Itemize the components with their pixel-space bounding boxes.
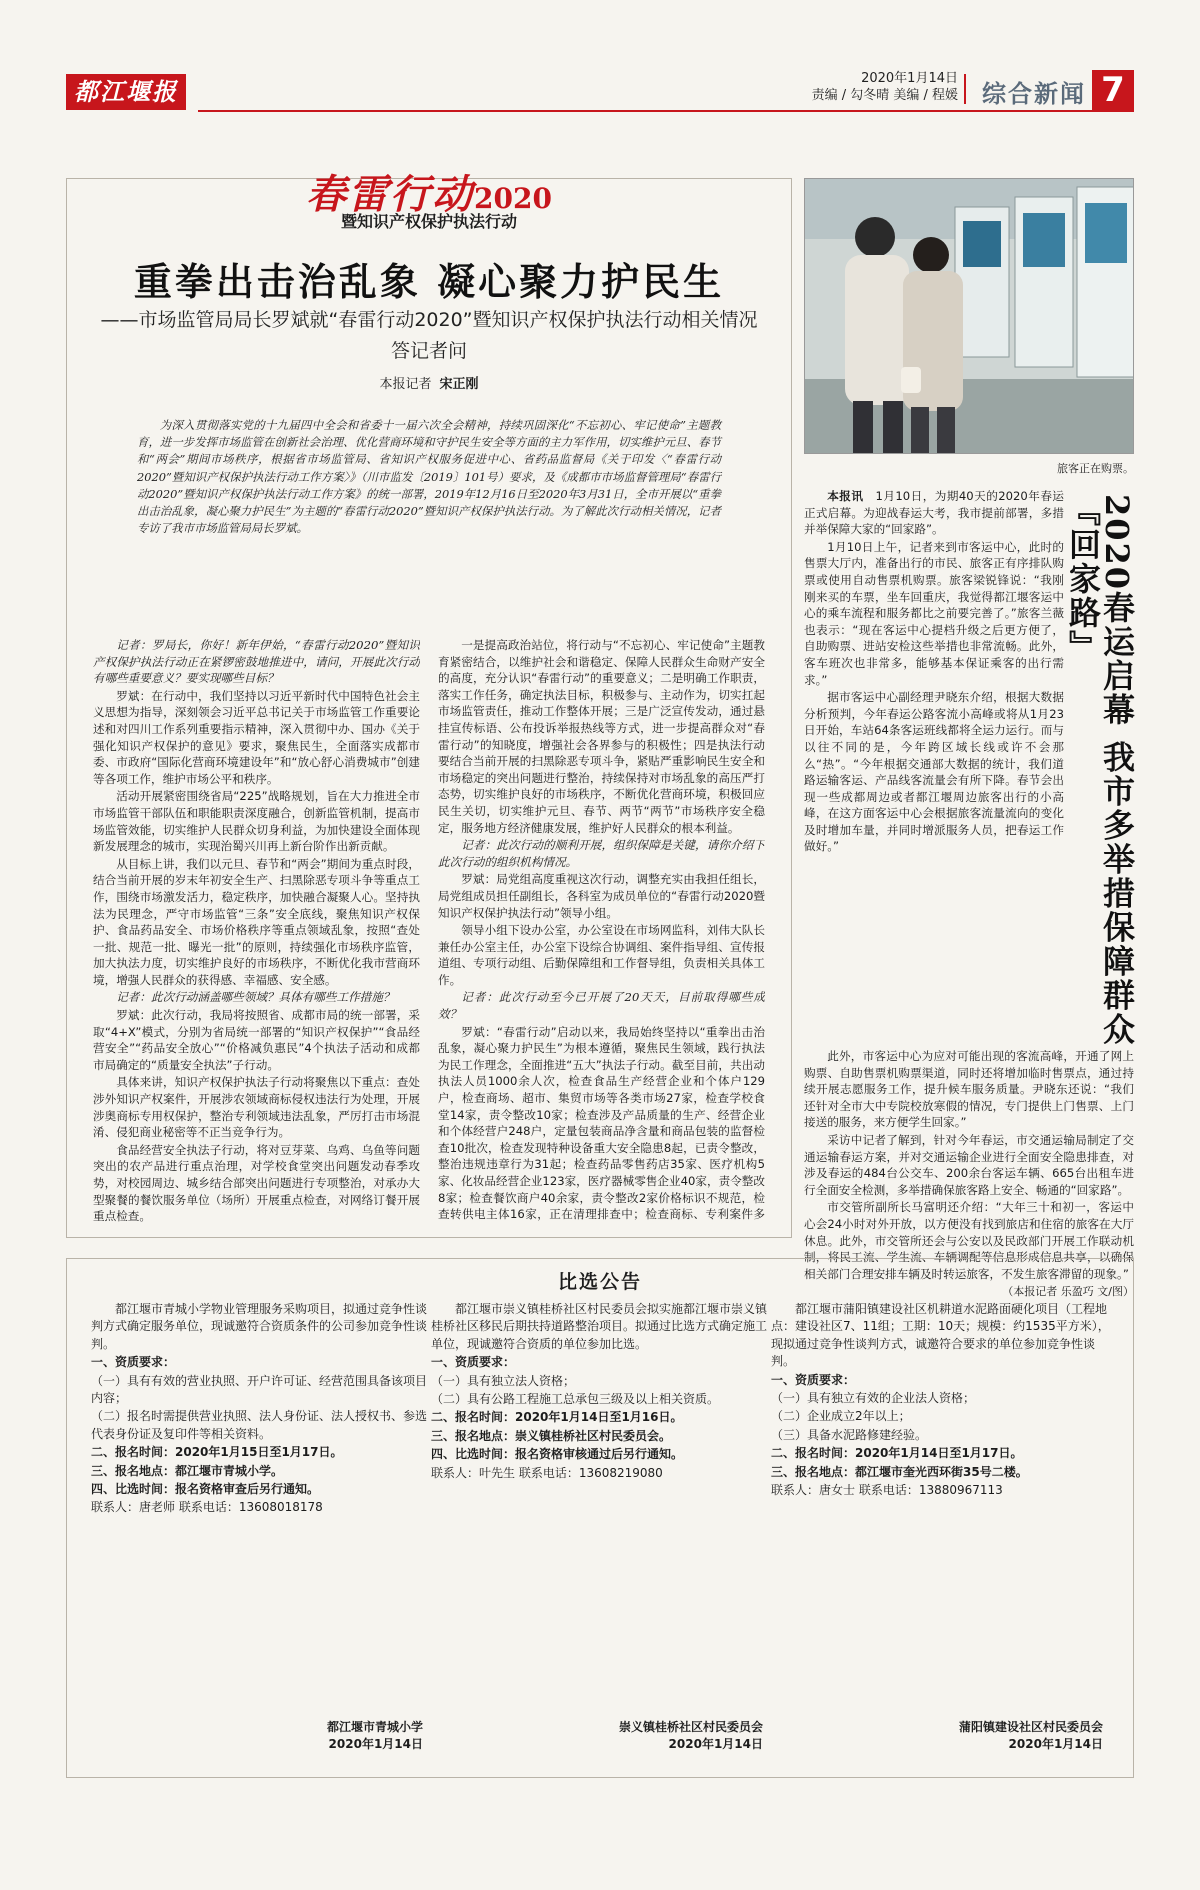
notice-line: 三、报名地点：都江堰市奎光西环街35号二楼。: [771, 1464, 1028, 1479]
story-paragraph-text: 1月10日，为期40天的2020年春运正式启幕。为迎战春运大考，我市提前部署，多措并举保障大家的“回家路”。: [804, 489, 1064, 537]
notice-signer: 崇义镇桂桥社区村民委员会: [618, 1720, 763, 1734]
story-paragraph: [804, 488, 1064, 538]
answer-paragraph: 具体来讲，知识产权保护执法子行动将聚焦以下重点：查处涉外知识产权案件，开展涉农领域商标侵权违法行为处理，开展涉奥商标专用权保护，整治专利领域违法乱象，严厉打击市场混淆、侵犯商业秘密等不正当竞争行为。: [93, 1075, 420, 1140]
campaign-name: 春雷行动: [306, 171, 475, 218]
notice-line: （一）具有独立法人资格；: [431, 1373, 576, 1388]
answer-paragraph: 罗斌：“春雷行动”启动以来，我局始终坚持以“重拳出击治乱象，凝心聚力护民生”为根本遵循，聚焦民生领域，践行执法为民工作理念，全面推进“五大”执法子行动。截至目前，共出动执法人员1000余人次，检查食品生产经营企业和个体户129户，检查商场、超市、集贸市场等各类市场27家，检查学校食堂14家，责令整改10家；检查涉及产品质量的生产、经营企业和个体经营户248户，定量包装商品净含量和商品包装的监督检查10批次，检查发现特种设备重大安全隐患8起，已责令整改，整治违规违章行为31起；检查药品零售药店35家、医疗机构5家、化妆品经营企业123家，医疗器械零售企业40家，责令整改8家；检查餐饮商户40余家，责令整改2家价格标识不规范，检查转供电主体16家，正在清理排查中；检查商标、专利案件多: [438, 1024, 765, 1222]
notice-line: （二）报名时需提供营业执照、法人身份证、法人授权书、参选代表身份证及复印件等相关资料。: [91, 1409, 428, 1441]
notice-line: 二、报名时间：2020年1月15日至1月17日。: [91, 1445, 343, 1460]
story-body: [804, 488, 1064, 856]
story-paragraph: [804, 689, 1064, 855]
notice-intro: 都江堰市蒲阳镇建设社区机耕道水泥路面硬化项目（工程地点：建设社区7、11组；工期：10天；规模：约1535平方米），现拟通过竞争性谈判方式，诚邀符合要求的单位参加竞争性谈判。: [771, 1302, 1110, 1369]
notice-line: 一、资质要求：: [431, 1355, 516, 1370]
story-paragraph-text: 据市客运中心副经理尹晓东介绍，根据大数据分析预判，今年春运公路客流小高峰或将从1月23日开始，车站64条客运班线都将全运力运行。而与以往不同的是，今年跨区域长线或许不会那么“热”。“今年根据交通部大数据的统计，我们道路运输客运、产品线客流量会有所下降。春节会出现一些成都周边或者都江堰周边旅客出行的小高峰，在这方面客运中心会根据旅客流量流向的变化及时增加车量，并同时增派服务人员，把春运工作做好。”: [804, 690, 1064, 854]
notice-line: 联系人：叶先生 联系电话：13608219080: [431, 1465, 663, 1480]
notice-intro: 都江堰市青城小学物业管理服务采购项目，拟通过竞争性谈判方式确定服务单位，现诚邀符合资质条件的公司参加竞争性谈判。: [91, 1302, 428, 1351]
notice-line: 三、报名地点：都江堰市青城小学。: [91, 1463, 284, 1478]
answer-paragraph: 罗斌：在行动中，我们坚持以习近平新时代中国特色社会主义思想为指导，深刻领会习近平总书记关于市场监管工作重要论述和对四川工作系列重要指示精神，深入贯彻中办、国办《关于强化知识产权保护的意见》要求，聚焦民生，全面落实成都市委、市政府“国际化营商环境建设年”和“放心舒心消费城市”创建等各项工作，维护市场公平和秩序。: [93, 688, 420, 786]
notice-line: 联系人：唐女士 联系电话：13880967113: [771, 1483, 1003, 1498]
notice-guiqiao-community: [431, 1301, 771, 1751]
answer-paragraph: 罗斌：局党组高度重视这次行动，调整充实由我担任组长，局党组成员担任副组长，各科室为成员单位的“春雷行动2020暨知识产权保护执法行动”领导小组。: [438, 872, 765, 920]
section-name: 综合新闻: [982, 80, 1086, 108]
newspaper-logo: 都江堰报: [66, 74, 186, 110]
article-columns: [93, 637, 765, 1223]
editors-line: 责编 / 勾冬晴 美编 / 程媛: [811, 88, 958, 103]
notice-line: 二、报名时间：2020年1月14日至1月16日。: [431, 1410, 683, 1425]
answer-paragraph: 活动开展紧密围绕省局“225”战略规划，旨在大力推进全市市场监管干部队伍和职能职责深度融合，创新监管机制，提高市场监管效能，切实维护人民群众切身利益，为加快建设全面体现新发展理念的城市，实现治蜀兴川再上新台阶作出新贡献。: [93, 789, 420, 854]
notice-intro: 都江堰市崇义镇桂桥社区村民委员会拟实施都江堰市崇义镇桂桥社区移民后期扶持道路整治项目。拟通过比选方式确定施工单位，现诚邀符合资质的单位参加比选。: [431, 1302, 768, 1351]
notice-line: 四、比选时间：报名资格审查后另行通知。: [91, 1482, 320, 1497]
masthead: [66, 70, 1134, 118]
question-paragraph: 记者：此次行动的顺利开展，组织保障是关键，请你介绍下此次行动的组织机构情况。: [438, 838, 765, 869]
notice-line: （一）具有有效的营业执照、开户许可证、经营范围具备该项目内容；: [91, 1373, 428, 1406]
byline: [67, 373, 791, 392]
notice-date: 2020年1月14日: [1008, 1737, 1103, 1751]
article-column-1: [93, 637, 420, 1223]
question-paragraph: 记者：此次行动至今已开展了20天天，目前取得哪些成效？: [438, 990, 765, 1022]
notice-line: （一）具有独立有效的企业法人资格；: [771, 1391, 976, 1406]
notice-signature: [959, 1719, 1103, 1753]
ticket-hall-photo-illustration: [805, 179, 1134, 454]
byline-label: 本报记者: [379, 377, 432, 392]
article-column-2: [438, 637, 765, 1223]
byline-name: 宋正刚: [439, 377, 479, 392]
notice-line: （二）企业成立2年以上；: [771, 1409, 911, 1424]
notice-line: （二）具有公路工程施工总承包三级及以上相关资质。: [431, 1392, 720, 1407]
tender-notices: [66, 1258, 1134, 1778]
notice-line: 二、报名时间：2020年1月14日至1月17日。: [771, 1446, 1023, 1461]
notice-line: （三）具备水泥路修建经验。: [771, 1427, 928, 1442]
story-paragraph: 采访中记者了解到，针对今年春运，市交通运输局制定了交通运输春运方案，并对交通运输企业进行全面安全隐患排查，对涉及春运的484台公交车、200余台客运车辆、665台出租车进行全面安全检测，多举措确保旅客路上安全、畅通的“回家路”。: [804, 1132, 1134, 1197]
notice-line: 一、资质要求：: [771, 1372, 856, 1387]
feature-article: [66, 171, 792, 1238]
notice-date: 2020年1月14日: [328, 1737, 423, 1751]
answer-paragraph: 食品经营安全执法子行动，将对豆芽菜、乌鸡、乌鱼等问题突出的农产品进行重点治理，对学校食堂突出问题发动春季攻势，对校园周边、城乡结合部突出问题进行专项整治，对承办大型聚餐的餐饮服务单位（场所）开展重点检查，对网络订餐开展重点检查。: [93, 1142, 420, 1223]
notices-title: 比选公告: [557, 1271, 642, 1293]
issue-meta: [812, 70, 958, 104]
notice-signature: [619, 1719, 763, 1753]
answer-paragraph: 从目标上讲，我们以元旦、春节和“两会”期间为重点时段，结合当前开展的岁末年初安全生产、扫黑除恶专项斗争等重点工作，围绕市场激发活力，稳定秩序，加快融合凝聚人心。坚持执法为民理念，严守市场监管“三条”安全底线，聚焦知识产权保护、食品药品安全、市场价格秩序等重点领域乱象，按照“查处一批、规范一批、曝光一批”的原则，持续强化市场秩序监管，加大执法力度，切实维护良好的市场秩序，不断优化我市营商环境，增强人民群众的获得感、幸福感、安全感。: [93, 856, 420, 987]
answer-paragraph: 罗斌：此次行动，我局将按照省、成都市局的统一部署，采取“4+X”模式，分别为省局统一部署的“知识产权保护”“食品经营安全”“药品安全放心”“价格减负惠民”4个执法子活动和成都市局确定的“质量安全执法”子行动。: [93, 1008, 420, 1072]
page-number: 7: [1092, 70, 1134, 110]
answer-paragraph: 一是提高政治站位，将行动与“不忘初心、牢记使命”主题教育紧密结合，以维护社会和谐稳定、保障人民群众生命财产安全的高度，充分认识“春雷行动”的重要意义；二是明确工作职责，落实工作任务，确定执法目标，积极参与、主动作为，切实扛起市场监管责任，推动工作整体开展；三是广泛宣传发动，通过悬挂宣传标语、公布投诉举报热线等方式，进一步提高群众对“春雷行动”的知晓度，增强社会各界参与的积极性；四是执法行动要结合当前开展的扫黑除恶专项斗争，紧贴严重影响民生安全和市场稳定的突出问题进行整治，持续保持对市场乱象的高压严打态势，切实维护良好的市场秩序，不断优化营商环境，积极回应民生关切，切实维护元旦、春节、两节“两节”市场秩序安全稳定，服务地方经济健康发展，维护好人民群众的根本利益。: [438, 638, 765, 835]
notice-qingcheng-school: [91, 1301, 431, 1751]
masthead-separator: [964, 74, 966, 104]
story-paragraph-text: 1月10日上午，记者来到市客运中心，此时的售票大厅内，准备出行的市民、旅客正有序排队购票或使用自动售票机购票。旅客梁锐锋说：“我刚刚来买的车票，坐车回重庆，我觉得都江堰客运中心的乘车流程和服务都比之前要完善了。”旅客兰薇也表示：“现在客运中心提档升级之后更方便了，自助购票、进站安检这些举措也非常流畅。此外，客车班次也非常多，能够基本保证乘客的出行需求。”: [804, 539, 1064, 687]
notice-line: 一、资质要求：: [91, 1355, 176, 1370]
question-paragraph: 记者：此次行动涵盖哪些领域？具体有哪些工作措施？: [116, 990, 395, 1005]
notice-line: 三、报名地点：崇义镇桂桥社区村民委员会。: [431, 1428, 672, 1443]
campaign-subtitle: 暨知识产权保护执法行动: [340, 212, 517, 231]
subheadline: ——市场监管局局长罗斌就“春雷行动2020”暨知识产权保护执法行动相关情况答记者问: [100, 309, 758, 362]
notice-signature: [327, 1719, 423, 1753]
notice-signer: 都江堰市青城小学: [326, 1720, 423, 1734]
story-dateline: 本报讯: [827, 489, 864, 503]
story-paragraph: 此外，市客运中心为应对可能出现的客流高峰，开通了网上购票、自助售票机购票渠道，同时还将增加临时售票点，通过持续开展志愿服务工作，提升候车服务质量。尹晓东还说：“我们还针对全市大中专院校放寒假的情况，专门提供上门售票、上门接送的服务，来方便学生回家。”: [804, 1049, 1134, 1130]
notice-signer: 蒲阳镇建设社区村民委员会: [958, 1720, 1103, 1734]
lead-paragraph: 为深入贯彻落实党的十九届四中全会和省委十一届六次全会精神，持续巩固深化“不忘初心、牢记使命”主题教育，进一步发挥市场监管在创新社会治理、优化营商环境和守护民生安全等方面的主力军作用，切实维护元旦、春节和“两会”期间市场秩序，根据省市场监管局、省知识产权服务促进中心、省药品监督局《关于印发〈“春雷行动2020”暨知识产权保护执法行动工作方案〉》（川市监发〔2019〕101号）要求，及《成都市市场监督管理局“春雷行动2020”暨知识产权保护执法行动工作方案》的统一部署，2019年12月16日至2020年3月31日，全市开展以“重拳出击治乱象，凝心聚力护民生”为主题的“春雷行动2020”暨知识产权保护执法行动。为了解此次行动相关情况，记者专访了我市市场监管局局长罗斌。: [137, 418, 721, 536]
story-title: 2020春运启幕 我市多举措保障群众『回家路』: [1064, 494, 1136, 1047]
story-paragraph: [804, 539, 1064, 688]
question-paragraph: 记者：罗局长，你好！新年伊始，“春雷行动2020”暨知识产权保护执法行动正在紧锣密鼓地推进中，请问，开展此次行动有哪些重要意义？要实现哪些目标？: [93, 638, 420, 686]
notice-line: 联系人：唐老师 联系电话：13608018178: [91, 1500, 323, 1515]
notice-line: 四、比选时间：报名资格审核通过后另行通知。: [431, 1447, 684, 1462]
headline: 重拳出击治乱象 凝心聚力护民生: [133, 259, 725, 304]
story-paragraph: 市交管所副所长马富明还介绍：“大年三十和初一，客运中心会24小时对外开放，以方便没有找到旅店和住宿的旅客在大厅休息。此外，市交管所还会与公安以及民政部门开展工作联动机制，将民工流、学生流、车辆调配等信息形成信息共享，以确保相关部门合理安排车辆及时转运旅客，不发生旅客滞留的现象。”: [804, 1200, 1134, 1281]
campaign-year: 2020: [474, 182, 552, 215]
masthead-rule: [198, 110, 1134, 112]
answer-paragraph: 领导小组下设办公室，办公室设在市场网监科，刘伟大队长兼任办公室主任，办公室下设综合协调组、案件指导组、宣传报道组、专项行动组、后勤保障组和工作督导组，负责相关具体工作。: [438, 923, 765, 987]
issue-date: 2020年1月14日: [861, 71, 958, 86]
notice-date: 2020年1月14日: [668, 1737, 763, 1751]
notice-puyang-community: [771, 1301, 1111, 1751]
photo-caption: 旅客正在购票。: [1057, 462, 1134, 475]
chunyun-story: [804, 488, 1136, 1299]
news-photo: [804, 178, 1134, 454]
story-credit: （本报记者 乐盈巧 文/图）: [1002, 1285, 1134, 1299]
